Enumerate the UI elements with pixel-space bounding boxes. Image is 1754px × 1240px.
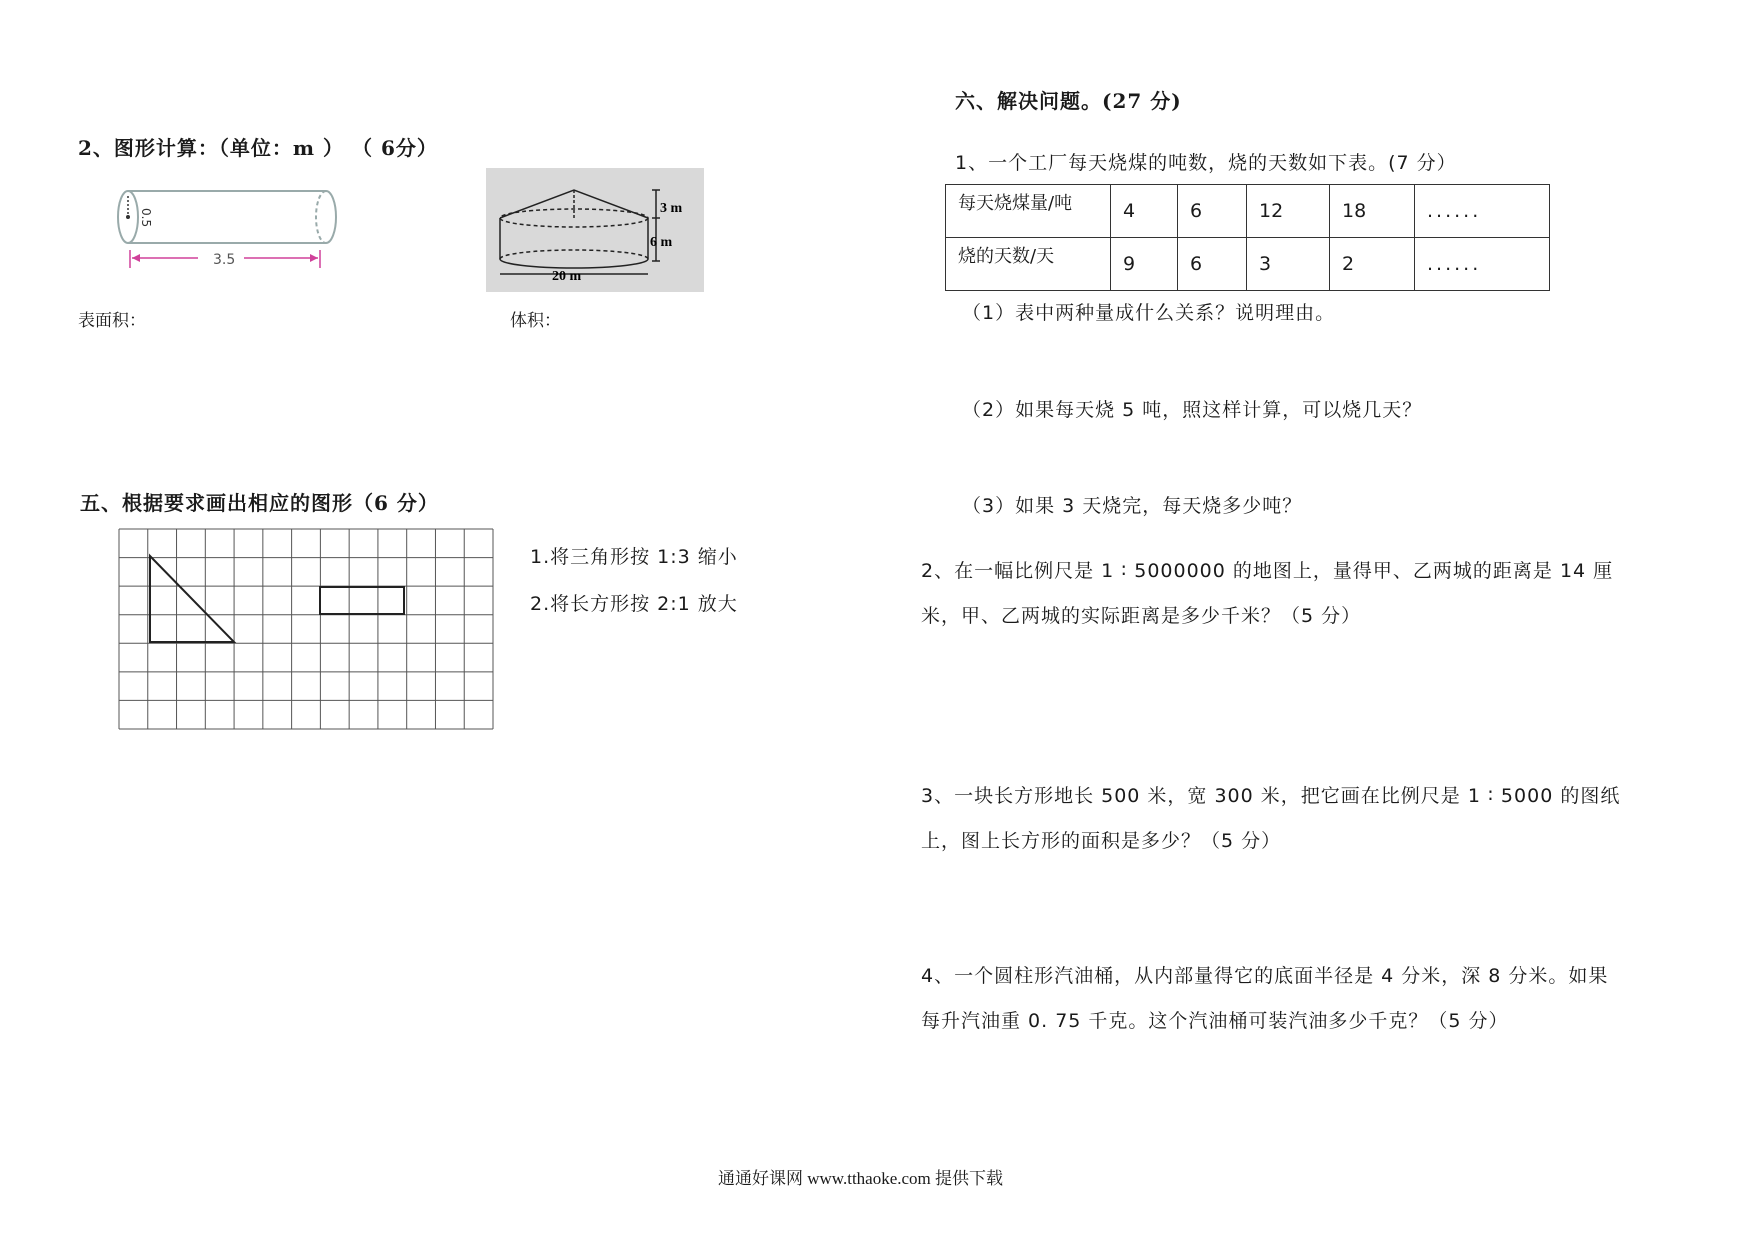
- row-header: 烧的天数/天: [946, 238, 1111, 291]
- q3-line1: 3、一块长方形地长 500 米，宽 300 米，把它画在比例尺是 1 ∶ 5000 的图纸: [921, 785, 1621, 807]
- length-label: 3.5: [213, 252, 236, 268]
- surface-area-label: 表面积：: [78, 311, 146, 331]
- section6-title: 六、解决问题。(27 分): [955, 89, 1182, 113]
- rectangle-shape: [320, 587, 404, 614]
- cone-height-label: 3 m: [660, 201, 683, 216]
- table-cell: 3: [1247, 238, 1330, 291]
- volume-label: 体积：: [510, 311, 561, 331]
- triangle-shape: [150, 556, 234, 642]
- diameter-label: 20 m: [552, 269, 582, 284]
- cyl-height-label: 6 m: [650, 235, 673, 250]
- q2-title: 2、图形计算：（单位：m ） （ 6分）: [78, 136, 438, 160]
- grid-lines: [119, 529, 493, 729]
- coal-table: [945, 184, 1550, 291]
- q1-sub1: （1）表中两种量成什么关系？说明理由。: [962, 302, 1336, 324]
- cylinder-figure: [108, 182, 348, 282]
- section5-title: 五、根据要求画出相应的图形（6 分）: [80, 491, 439, 515]
- table-cell: 9: [1111, 238, 1178, 291]
- q4-line2: 每升汽油重 0. 75 千克。这个汽油桶可装汽油多少千克？（5 分）: [921, 1010, 1509, 1032]
- table-cell: 6: [1178, 238, 1247, 291]
- table-cell: 2: [1330, 238, 1415, 291]
- q2-line2: 米，甲、乙两城的实际距离是多少千米？（5 分）: [921, 605, 1362, 627]
- table-row: [946, 238, 1550, 291]
- q4-line1: 4、一个圆柱形汽油桶，从内部量得它的底面半径是 4 分米，深 8 分米。如果: [921, 965, 1609, 987]
- radius-label: 0.5: [139, 208, 153, 228]
- table-cell: ......: [1415, 185, 1550, 238]
- table-cell: 18: [1330, 185, 1415, 238]
- q1-title: 1、一个工厂每天烧煤的吨数，烧的天数如下表。(7 分）: [955, 152, 1457, 174]
- table-cell: 4: [1111, 185, 1178, 238]
- instruction-2: 2.将长方形按 2:1 放大: [530, 593, 738, 615]
- footer: 通通好课网 www.tthaoke.com 提供下载: [718, 1169, 1004, 1188]
- q3-line2: 上，图上长方形的面积是多少？（5 分）: [921, 830, 1282, 852]
- cone-cylinder-figure: [486, 168, 704, 292]
- table-cell: ......: [1415, 238, 1550, 291]
- instruction-1: 1.将三角形按 1:3 缩小: [530, 546, 738, 568]
- q2-line1: 2、在一幅比例尺是 1 ∶ 5000000 的地图上，量得甲、乙两城的距离是 14 厘: [921, 560, 1614, 582]
- row-header: 每天烧煤量/吨: [946, 185, 1111, 238]
- q1-sub3: （3）如果 3 天烧完，每天烧多少吨？: [962, 495, 1303, 517]
- grid-paper: [118, 528, 494, 730]
- table-row: [946, 185, 1550, 238]
- table-cell: 6: [1178, 185, 1247, 238]
- table-cell: 12: [1247, 185, 1330, 238]
- q1-sub2: （2）如果每天烧 5 吨，照这样计算，可以烧几天？: [962, 399, 1423, 421]
